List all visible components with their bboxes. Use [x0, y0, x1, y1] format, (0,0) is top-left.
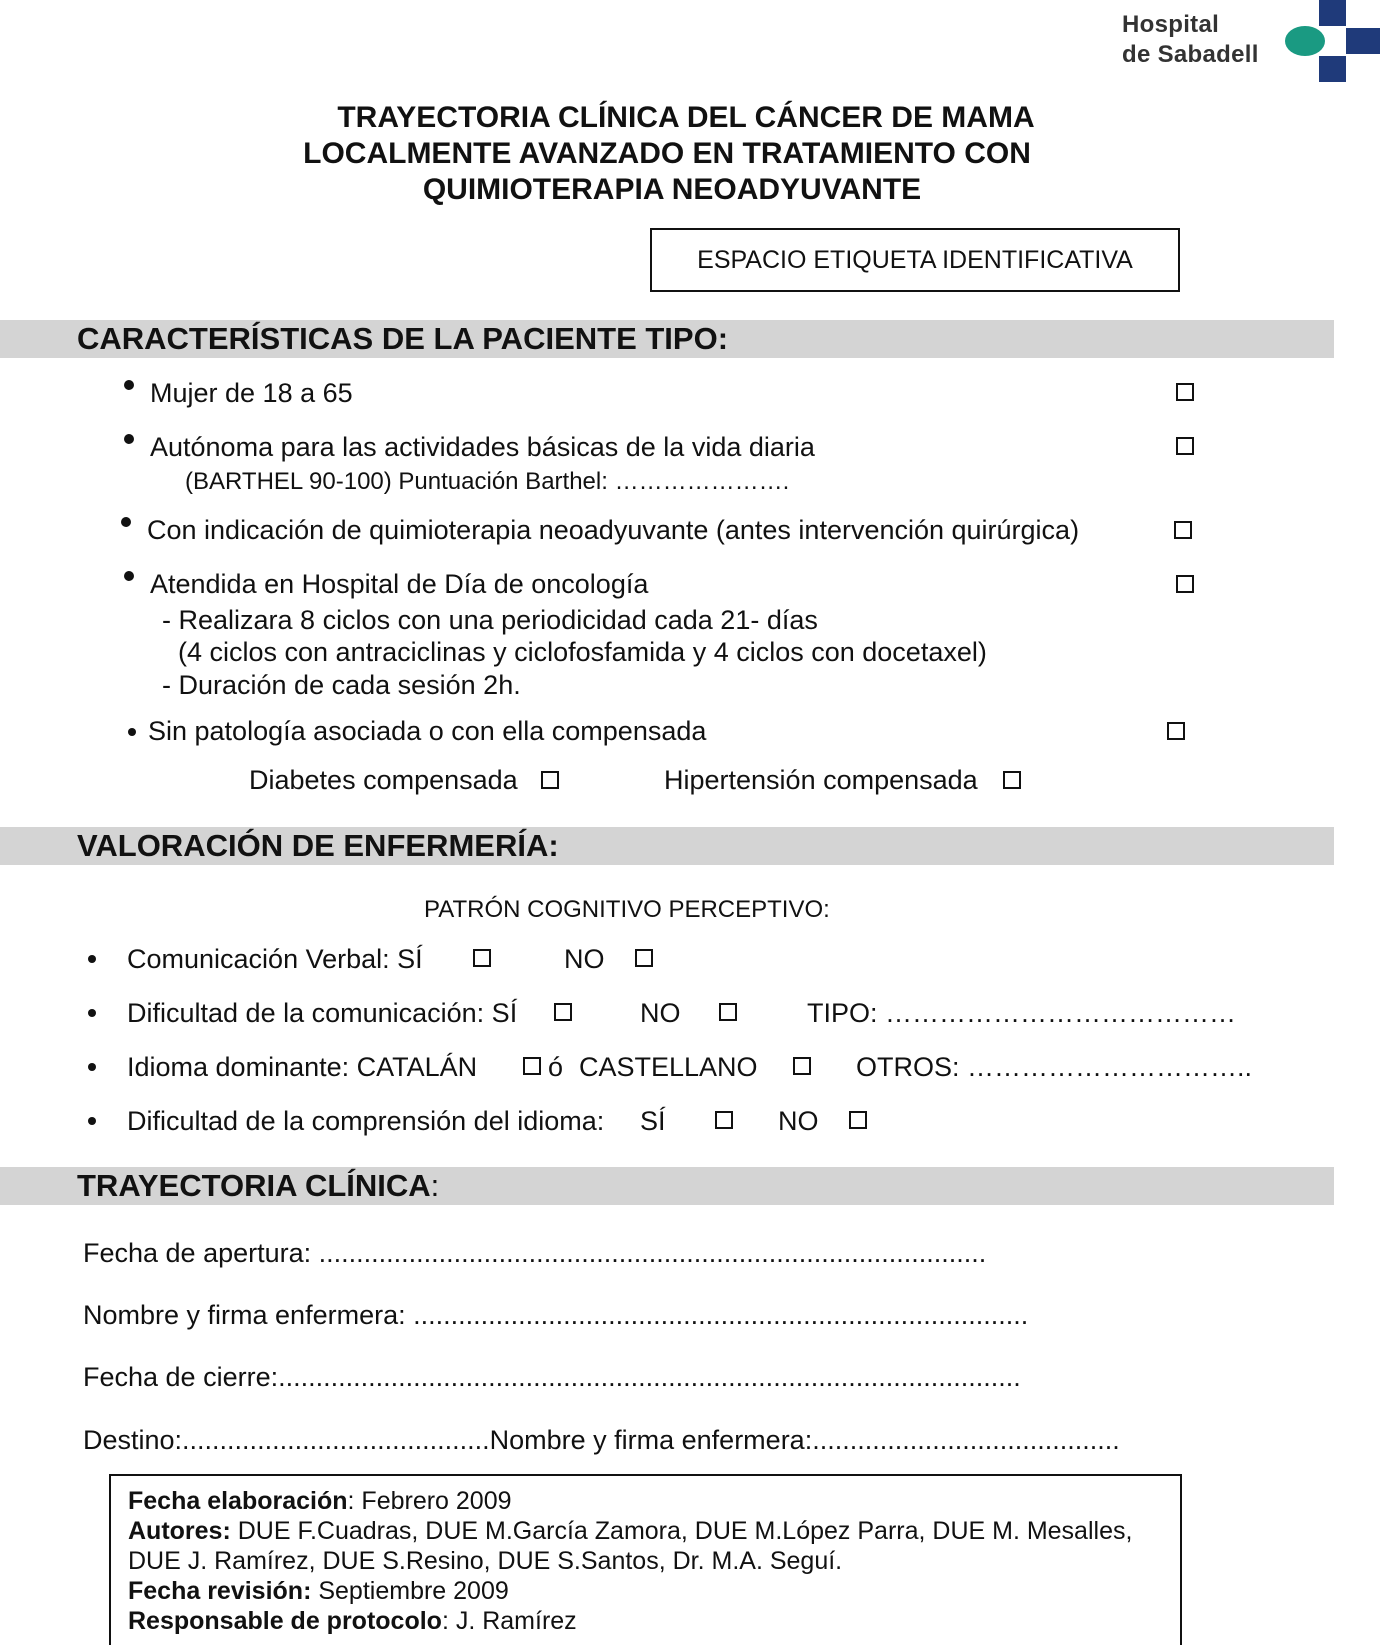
bullet-icon — [88, 1117, 96, 1125]
checkbox-chemotherapy[interactable] — [1174, 521, 1192, 539]
difficulty-type-field: TIPO: ………………………………… — [807, 998, 1237, 1028]
criterion-pathology: Sin patología asociada o con ella compensada — [148, 716, 707, 746]
checkbox-catalan[interactable] — [523, 1057, 541, 1075]
criterion-autonomy: Autónoma para las actividades básicas de la vida diaria — [150, 432, 815, 462]
hypertension-label: Hipertensión compensada — [664, 765, 978, 795]
cycles-detail: (4 ciclos con antraciclinas y ciclofosfamida y 4 ciclos con docetaxel) — [178, 637, 987, 667]
section-title-characteristics: CARACTERÍSTICAS DE LA PACIENTE TIPO: — [77, 321, 729, 356]
protocol-owner — [128, 1606, 577, 1636]
diabetes-label: Diabetes compensada — [249, 765, 518, 795]
castellano-label: CASTELLANO — [579, 1052, 758, 1082]
barthel-score-field: (BARTHEL 90-100) Puntuación Barthel: …………………. — [185, 468, 790, 495]
checkbox-difficulty-no[interactable] — [719, 1003, 737, 1021]
authors-continued: DUE J. Ramírez, DUE S.Resino, DUE S.Santos, Dr. M.A. Seguí. — [128, 1547, 843, 1575]
protocol-owner-label: Responsable de protocolo — [128, 1607, 442, 1635]
checkbox-age[interactable] — [1176, 383, 1194, 401]
document-info-box — [109, 1474, 1182, 1645]
hospital-name-line1: Hospital — [1122, 11, 1220, 38]
section-title-nursing: VALORACIÓN DE ENFERMERÍA: — [77, 828, 559, 863]
opening-date-field[interactable]: Fecha de apertura: ......................................................................................... — [83, 1238, 987, 1268]
checkbox-verbal-no[interactable] — [635, 949, 653, 967]
criterion-age: Mujer de 18 a 65 — [150, 378, 353, 408]
bullet-icon — [88, 1009, 96, 1017]
hospital-cross-logo-icon — [1285, 0, 1380, 82]
verbal-no-label: NO — [564, 944, 605, 974]
identification-label-box — [650, 228, 1180, 292]
checkbox-comprehension-no[interactable] — [849, 1111, 867, 1129]
revision-date-label: Fecha revisión: — [128, 1577, 312, 1605]
revision-date-value: Septiembre 2009 — [311, 1577, 509, 1605]
checkbox-hypertension[interactable] — [1003, 771, 1021, 789]
comprehension-difficulty-label: Dificultad de la comprensión del idioma: — [127, 1106, 605, 1136]
title-line-1: TRAYECTORIA CLÍNICA DEL CÁNCER DE MAMA — [337, 101, 1035, 134]
checkbox-autonomy[interactable] — [1176, 437, 1194, 455]
label-box-text: ESPACIO ETIQUETA IDENTIFICATIVA — [697, 245, 1133, 274]
bullet-icon — [88, 1063, 96, 1071]
authors — [128, 1516, 1132, 1546]
bullet-icon — [124, 571, 134, 581]
authors-label: Autores: — [128, 1517, 231, 1545]
dominant-language-label: Idioma dominante: CATALÁN — [127, 1052, 478, 1082]
bullet-icon — [128, 728, 136, 736]
other-language-field: OTROS: ………………………….. — [856, 1052, 1253, 1082]
bullet-icon — [124, 380, 134, 390]
authors-value-1: DUE F.Cuadras, DUE M.García Zamora, DUE M.López Parra, DUE M. Mesalles, — [230, 1517, 1133, 1545]
criterion-day-hospital: Atendida en Hospital de Día de oncología — [150, 569, 649, 599]
elaboration-date — [128, 1486, 512, 1516]
checkbox-diabetes[interactable] — [541, 771, 559, 789]
elaboration-date-label: Fecha elaboración — [128, 1487, 348, 1515]
language-or-label: ó — [548, 1052, 564, 1082]
trajectory-heading-text: TRAYECTORIA CLÍNICA — [77, 1168, 431, 1203]
checkbox-verbal-yes[interactable] — [473, 949, 491, 967]
checkbox-difficulty-yes[interactable] — [554, 1003, 572, 1021]
hospital-name — [1122, 10, 1259, 70]
title-line-2: LOCALMENTE AVANZADO EN TRATAMIENTO CON — [303, 137, 1031, 170]
difficulty-no-label: NO — [640, 998, 681, 1028]
section-title-trajectory — [77, 1167, 439, 1205]
criterion-chemotherapy: Con indicación de quimioterapia neoadyuvante (antes intervención quirúrgica) — [147, 515, 1080, 545]
comprehension-no-label: NO — [778, 1106, 819, 1136]
protocol-owner-value: : J. Ramírez — [441, 1607, 577, 1635]
closing-date-field[interactable]: Fecha de cierre:................................................................................................... — [83, 1362, 1021, 1392]
nurse-signature-field[interactable]: Nombre y firma enfermera: .................................................................................. — [83, 1300, 1029, 1330]
checkbox-comprehension-yes[interactable] — [715, 1111, 733, 1129]
elaboration-date-value: : Febrero 2009 — [347, 1487, 512, 1515]
checkbox-day-hospital[interactable] — [1176, 575, 1194, 593]
destination-field[interactable]: Destino:.........................................Nombre y firma enfermera:......................................... — [83, 1425, 1120, 1455]
revision-date — [128, 1576, 509, 1606]
title-line-3: QUIMIOTERAPIA NEOADYUVANTE — [422, 173, 922, 206]
comprehension-yes-label: SÍ — [640, 1106, 666, 1136]
session-duration: - Duración de cada sesión 2h. — [162, 670, 521, 700]
bullet-icon — [121, 517, 131, 527]
verbal-communication-label: Comunicación Verbal: SÍ — [127, 944, 423, 974]
bullet-icon — [124, 434, 134, 444]
checkbox-castellano[interactable] — [793, 1057, 811, 1075]
document-title — [0, 100, 1380, 208]
checkbox-pathology[interactable] — [1167, 722, 1185, 740]
pattern-subtitle: PATRÓN COGNITIVO PERCEPTIVO: — [424, 896, 830, 923]
trajectory-heading-colon: : — [430, 1168, 440, 1203]
bullet-icon — [88, 955, 96, 963]
communication-difficulty-label: Dificultad de la comunicación: SÍ — [127, 998, 518, 1028]
cycles-note: - Realizara 8 ciclos con una periodicidad cada 21- días — [162, 605, 818, 635]
hospital-name-line2: de Sabadell — [1122, 41, 1259, 68]
